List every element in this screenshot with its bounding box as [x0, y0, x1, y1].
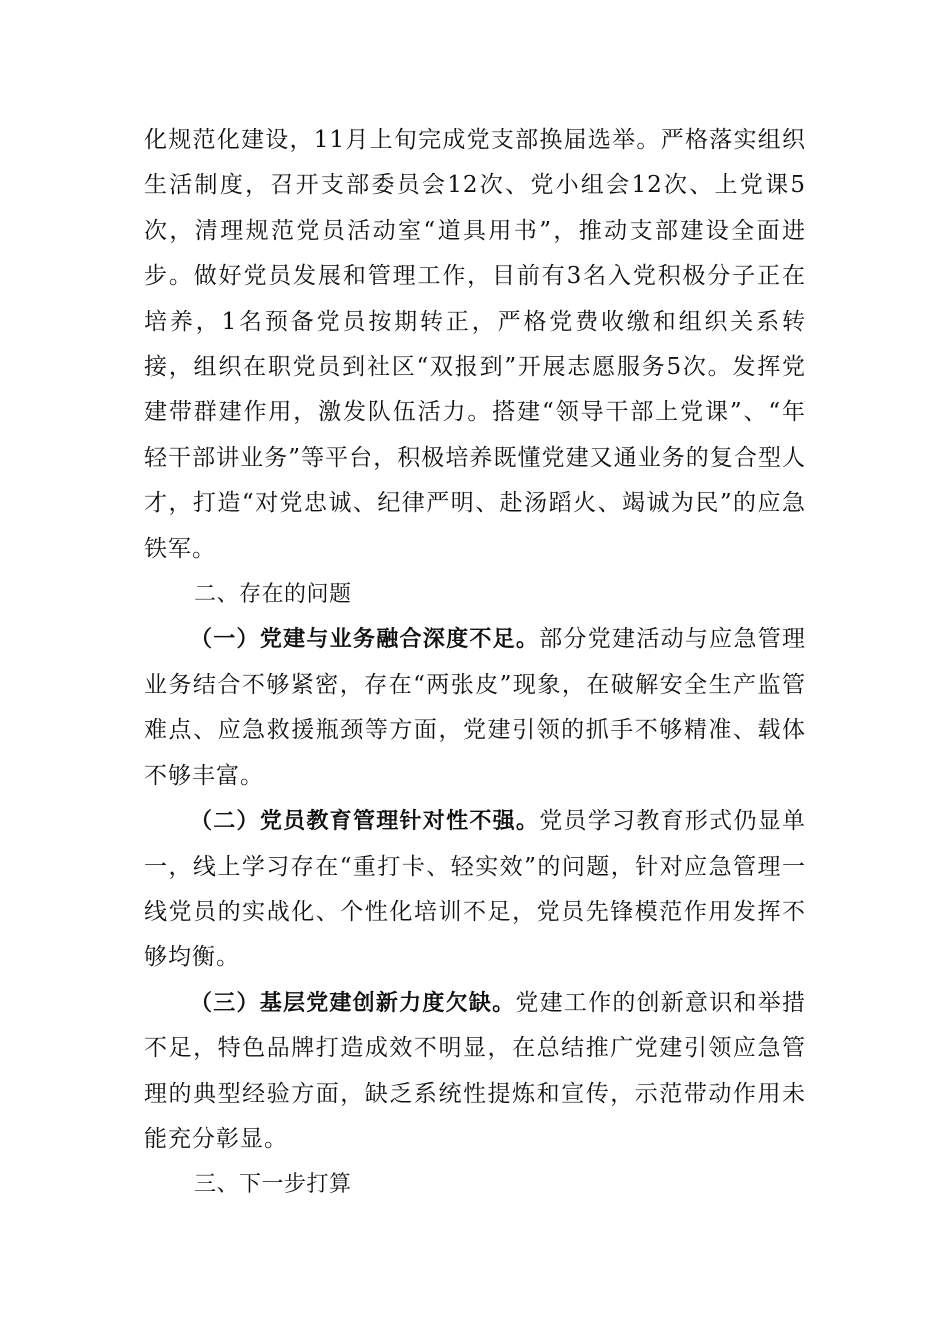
problem-lead-1: （一）党建与业务融合深度不足。 [190, 627, 540, 653]
problem-body-1: 部分党建活动与应急管理业务结合不够紧密，存在“两张皮”现象，在破解安全生产监管难点、应急救援瓶颈等方面，党建引领的抓手不够精准、载体不够丰富。 [144, 626, 806, 789]
problem-body-2: 党员学习教育形式仍显单一，线上学习存在“重打卡、轻实效”的问题，针对应急管理一线党员的实战化、个性化培训不足，党员先锋模范作用发挥不够均衡。 [144, 808, 806, 971]
intro-paragraph: 化规范化建设，11月上旬完成党支部换届选举。严格落实组织生活制度，召开支部委员会12次、党小组会12次、上党课5次，清理规范党员活动室“道具用书”，推动支部建设全面进步。做好党员发展和管理工作，目前有3名入党积极分子正在培养，1名预备党员按期转正，严格党费收缴和组织关系转接，组织在职党员到社区“双报到”开展志愿服务5次。发挥党建带群建作用，激发队伍活力。搭建“领导干部上党课”、“年轻干部讲业务”等平台，积极培养既懂党建又通业务的复合型人才，打造“对党忠诚、纪律严明、赴汤蹈火、竭诚为民”的应急铁军。 [144, 127, 806, 562]
problem-lead-2: （二）党员教育管理针对性不强。 [190, 809, 540, 835]
section-heading-next-steps: 三、下一步打算 [194, 1172, 352, 1198]
problem-paragraph-3 [144, 981, 806, 1163]
problem-body-3: 党建工作的创新意识和举措不足，特色品牌打造成效不明显，在总结推广党建引领应急管理的典型经验方面，缺乏系统性提炼和宣传，示范带动作用未能充分彰显。 [144, 989, 806, 1152]
section-heading-problems: 二、存在的问题 [194, 582, 352, 608]
document-body [144, 118, 806, 1208]
problem-lead-3: （三）基层党建创新力度欠缺。 [190, 990, 516, 1016]
problem-paragraph-2 [144, 799, 806, 981]
problem-paragraph-1 [144, 617, 806, 799]
